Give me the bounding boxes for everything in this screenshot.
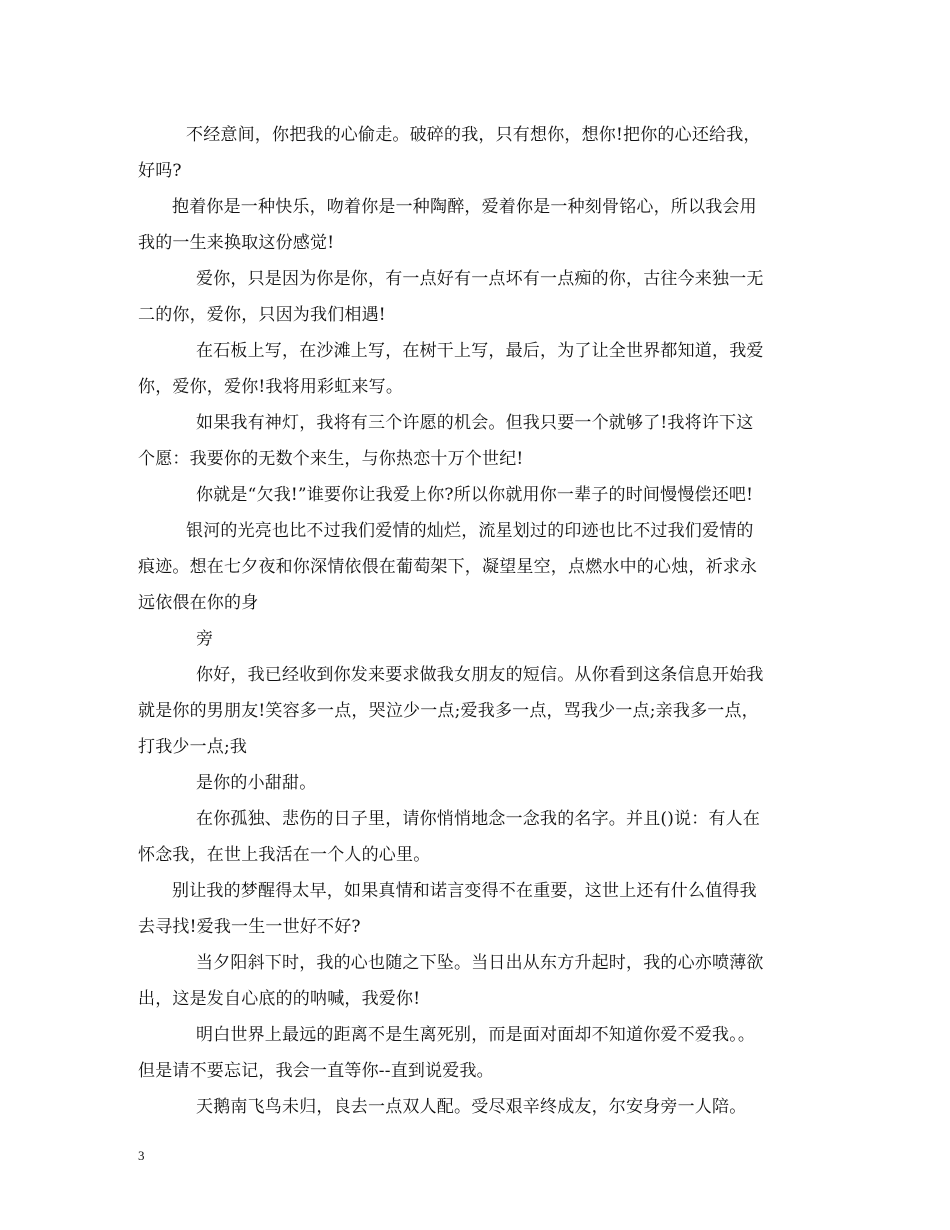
text-line: 明白世界上最远的距离不是生离死别，而是面对面却不知道你爱不爱我。。 (196, 1025, 756, 1045)
text-line: 爱你，只是因为你是你，有一点好有一点坏有一点痴的你，古往今来独一无 (196, 269, 764, 289)
text-line: 远依偎在你的身 (138, 593, 259, 613)
text-line: 去寻找!爱我一生一世好不好? (138, 917, 361, 937)
page-number: 3 (138, 1148, 145, 1163)
text-line: 我的一生来换取这份感觉! (138, 233, 335, 253)
text-line: 别让我的梦醒得太早，如果真情和诺言变得不在重要，这世上还有什么值得我 (172, 881, 757, 901)
text-line: 天鹅南飞鸟未归，良去一点双人配。受尽艰辛终成友，尔安身旁一人陪。 (196, 1097, 747, 1117)
text-line: 怀念我，在世上我活在一个人的心里。 (138, 845, 431, 865)
text-line: 痕迹。想在七夕夜和你深情依偎在葡萄架下，凝望星空，点燃水中的心烛，祈求永 (138, 557, 758, 577)
text-line: 你就是“欠我!”谁要你让我爱上你?所以你就用你一辈子的时间慢慢偿还吧! (196, 485, 754, 505)
body-text (138, 117, 818, 1125)
text-line: 打我少一点;我 (138, 737, 248, 757)
text-line: 但是请不要忘记，我会一直等你--直到说爱我。 (138, 1061, 494, 1081)
text-line: 是你的小甜甜。 (196, 773, 317, 793)
text-line: 在你孤独、悲伤的日子里，请你悄悄地念一念我的名字。并且()说：有人在 (196, 809, 761, 829)
text-line: 好吗? (138, 161, 182, 181)
text-line: 个愿：我要你的无数个来生，与你热恋十万个世纪! (138, 449, 524, 469)
text-line: 如果我有神灯，我将有三个许愿的机会。但我只要一个就够了!我将许下这 (196, 413, 754, 433)
text-line: 当夕阳斜下时，我的心也随之下坠。当日出从东方升起时，我的心亦喷薄欲 (196, 953, 764, 973)
text-line: 出，这是发自心底的的呐喊，我爱你! (138, 989, 421, 1009)
text-line: 不经意间，你把我的心偷走。破碎的我，只有想你，想你!把你的心还给我， (186, 125, 761, 145)
text-line: 银河的光亮也比不过我们爱情的灿烂，流星划过的印迹也比不过我们爱情的 (186, 521, 754, 541)
text-line: 旁 (196, 629, 214, 649)
text-line: 你好，我已经收到你发来要求做我女朋友的短信。从你看到这条信息开始我 (196, 665, 764, 685)
text-line: 就是你的男朋友!笑容多一点，哭泣少一点;爱我多一点，骂我少一点;亲我多一点， (138, 701, 759, 721)
text-line: 在石板上写，在沙滩上写，在树干上写，最后，为了让全世界都知道，我爱 (196, 341, 764, 361)
text-line: 二的你，爱你，只因为我们相遇! (138, 305, 386, 325)
text-line: 你，爱你，爱你!我将用彩虹来写。 (138, 377, 404, 397)
text-line: 抱着你是一种快乐，吻着你是一种陶醉，爱着你是一种刻骨铭心，所以我会用 (172, 197, 757, 217)
